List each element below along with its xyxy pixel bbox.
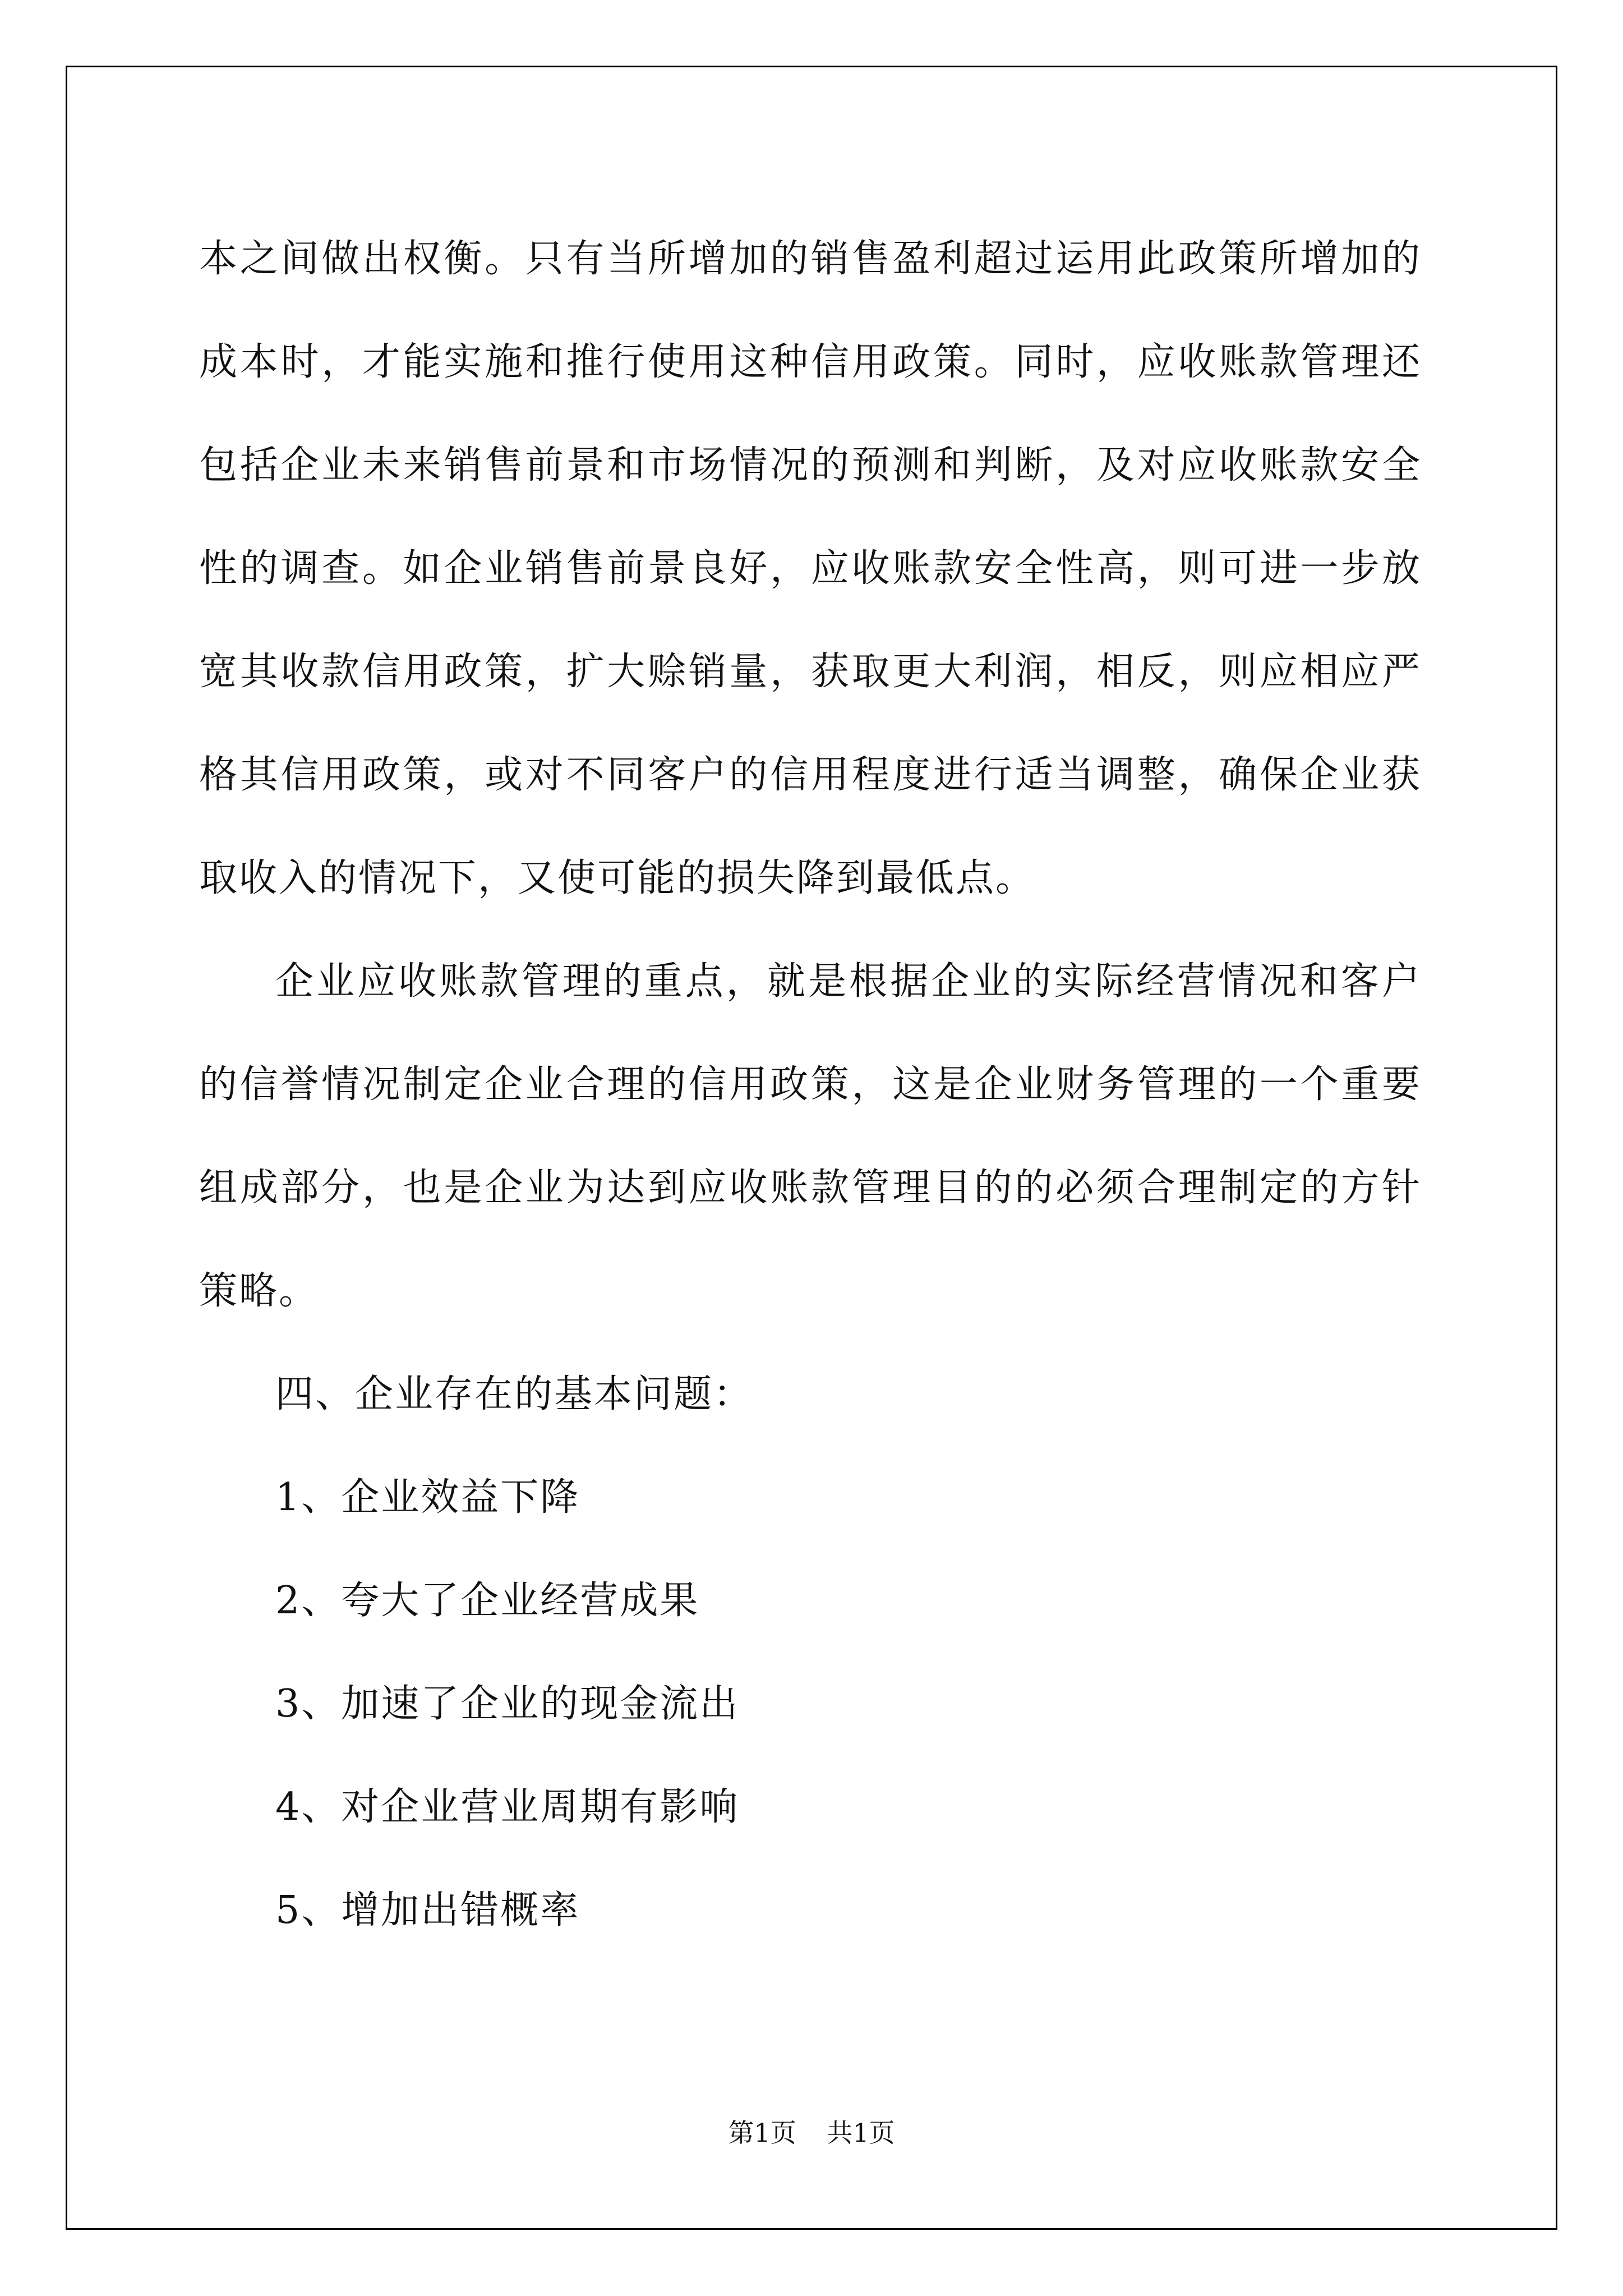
page-number-total: 共1页 xyxy=(827,2118,895,2148)
page-footer xyxy=(0,2116,1623,2150)
list-item: 3、加速了企业的现金流出 xyxy=(275,1682,740,1726)
page-number-current: 第1页 xyxy=(728,2118,796,2148)
paragraph-receivables-focus: 企业应收账款管理的重点，就是根据企业的实际经营情况和客户的信誉情况制定企业合理的信用政策，这是企业财务管理的一个重要组成部分，也是企业为达到应收账款管理目的的必须合理制定的方针策略。 xyxy=(199,959,1422,1313)
list-item: 2、夸大了企业经营成果 xyxy=(275,1579,700,1623)
list-item: 1、企业效益下降 xyxy=(275,1475,580,1520)
section-heading: 四、企业存在的基本问题： xyxy=(275,1372,754,1416)
paragraph-continued: 本之间做出权衡。只有当所增加的销售盈利超过运用此政策所增加的成本时，才能实施和推行使用这种信用政策。同时，应收账款管理还包括企业未来销售前景和市场情况的预测和判断，及对应收账款安全性的调查。如企业销售前景良好，应收账款安全性高，则可进一步放宽其收款信用政策，扩大赊销量，获取更大利润，相反，则应相应严格其信用政策，或对不同客户的信用程度进行适当调整，确保企业获取收入的情况下，又使可能的损失降到最低点。 xyxy=(199,237,1422,900)
list-item: 4、对企业营业周期有影响 xyxy=(275,1785,740,1829)
document-body xyxy=(199,208,1422,1962)
list-item: 5、增加出错概率 xyxy=(275,1888,580,1932)
